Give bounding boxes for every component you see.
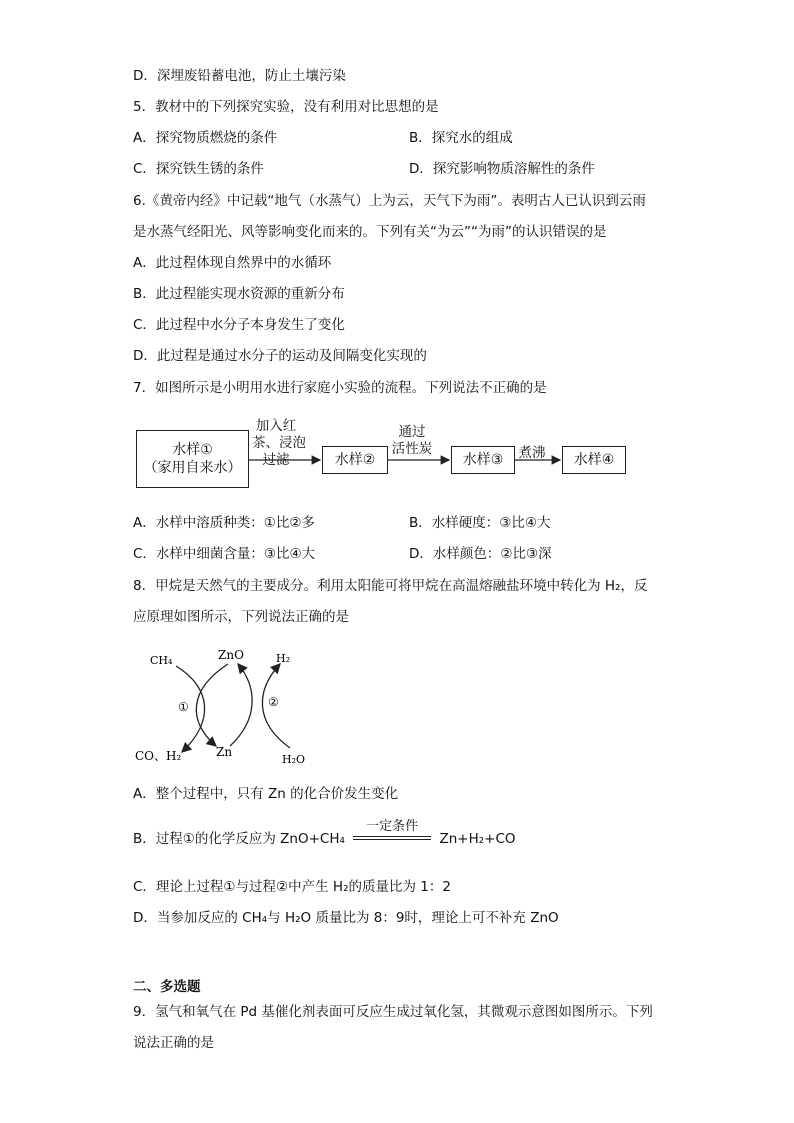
q9-stem-line1: 9．氢气和氧气在 Pd 基催化剂表面可反应生成过氧化氢，其微观示意图如图所示。下列 [133,1004,653,1020]
q8-stem-line2: 应原理如图所示，下列说法正确的是 [133,609,349,625]
flow-step-1-line2: 茶、浸泡 [252,435,306,451]
q8-option-a: A．整个过程中，只有 Zn 的化合价发生变化 [133,786,399,802]
q5-option-b: B．探究水的组成 [409,130,513,146]
q7-stem: 7．如图所示是小明用水进行家庭小实验的流程。下列说法不正确的是 [133,380,547,396]
q8-option-d: D．当参加反应的 CH₄与 H₂O 质量比为 8：9时，理论上可不补充 ZnO [133,910,559,926]
q6-stem-line2: 是水蒸气经阳光、风等影响变化而来的。下列有关“为云”“为雨”的认识错误的是 [133,224,607,240]
q7-option-b: B．水样硬度：③比④大 [409,515,551,531]
q8-option-b-suffix: Zn+H₂+CO [439,831,516,847]
label-h2o: H₂O [282,753,306,766]
curve-zn-to-zno [230,664,252,746]
flow-box-sample-3: 水样③ [451,446,515,474]
label-zn: Zn [216,745,233,759]
q5-option-a: A．探究物质燃烧的条件 [133,130,278,146]
q6-option-a: A．此过程体现自然界中的水循环 [133,255,332,271]
reaction-condition-label: 一定条件 [366,819,419,834]
q6-stem-line1: 6.《黄帝内经》中记载“地气（水蒸气）上为云，天气下为雨”。表明古人已认识到云雨 [133,193,646,209]
q8-option-b [133,819,516,849]
label-step-2: ② [268,695,279,709]
q5-option-d: D．探究影响物质溶解性的条件 [409,161,595,177]
flow-step-1-line3: 过滤 [262,452,290,468]
flow-box-1-line2: （家用自来水） [143,460,242,476]
q6-option-b: B．此过程能实现水资源的重新分布 [133,286,345,302]
q5-stem: 5．教材中的下列探究实验，没有利用对比思想的是 [133,99,439,115]
q6-option-d: D．此过程是通过水分子的运动及间隔变化实现的 [133,348,427,364]
section-heading-multiple-choice: 二、多选题 [133,979,201,995]
label-ch4: CH₄ [150,654,173,667]
q8-option-b-prefix: B．过程①的化学反应为 ZnO+CH₄ [133,831,345,847]
label-step-1: ① [178,700,189,714]
q5-option-c: C．探究铁生锈的条件 [133,161,264,177]
flow-box-1-line1: 水样① [172,442,213,458]
q6-option-c: C．此过程中水分子本身发生了变化 [133,317,345,333]
flow-step-1-line1: 加入红 [255,418,297,434]
q8-stem-line1: 8．甲烷是天然气的主要成分。利用太阳能可将甲烷在高温熔融盐环境中转化为 H₂，反 [133,578,648,594]
q8-option-c: C．理论上过程①与过程②中产生 H₂的质量比为 1：2 [133,879,451,895]
q9-stem-line2: 说法正确的是 [133,1035,214,1051]
reaction-condition-arrow [349,819,435,849]
flow-step-2-line2: 活性炭 [391,441,433,457]
label-zno: ZnO [218,648,244,662]
curve-zno-to-zn [196,664,228,746]
q7-option-c: C．水样中细菌含量：③比④大 [133,546,316,562]
label-h2-top: H₂ [276,652,291,665]
flow-box-sample-2: 水样② [322,446,388,474]
flow-step-2-line1: 通过 [398,424,426,440]
flow-step-3-label: 煮沸 [518,445,546,461]
flow-box-sample-4: 水样④ [562,446,626,474]
q7-option-a: A．水样中溶质种类：①比②多 [133,515,315,531]
label-co-h2: CO、H₂ [135,749,182,763]
q4-option-d: D．深埋废铅蓄电池，防止土壤污染 [133,68,346,84]
q7-option-d: D．水样颜色：②比③深 [409,546,552,562]
